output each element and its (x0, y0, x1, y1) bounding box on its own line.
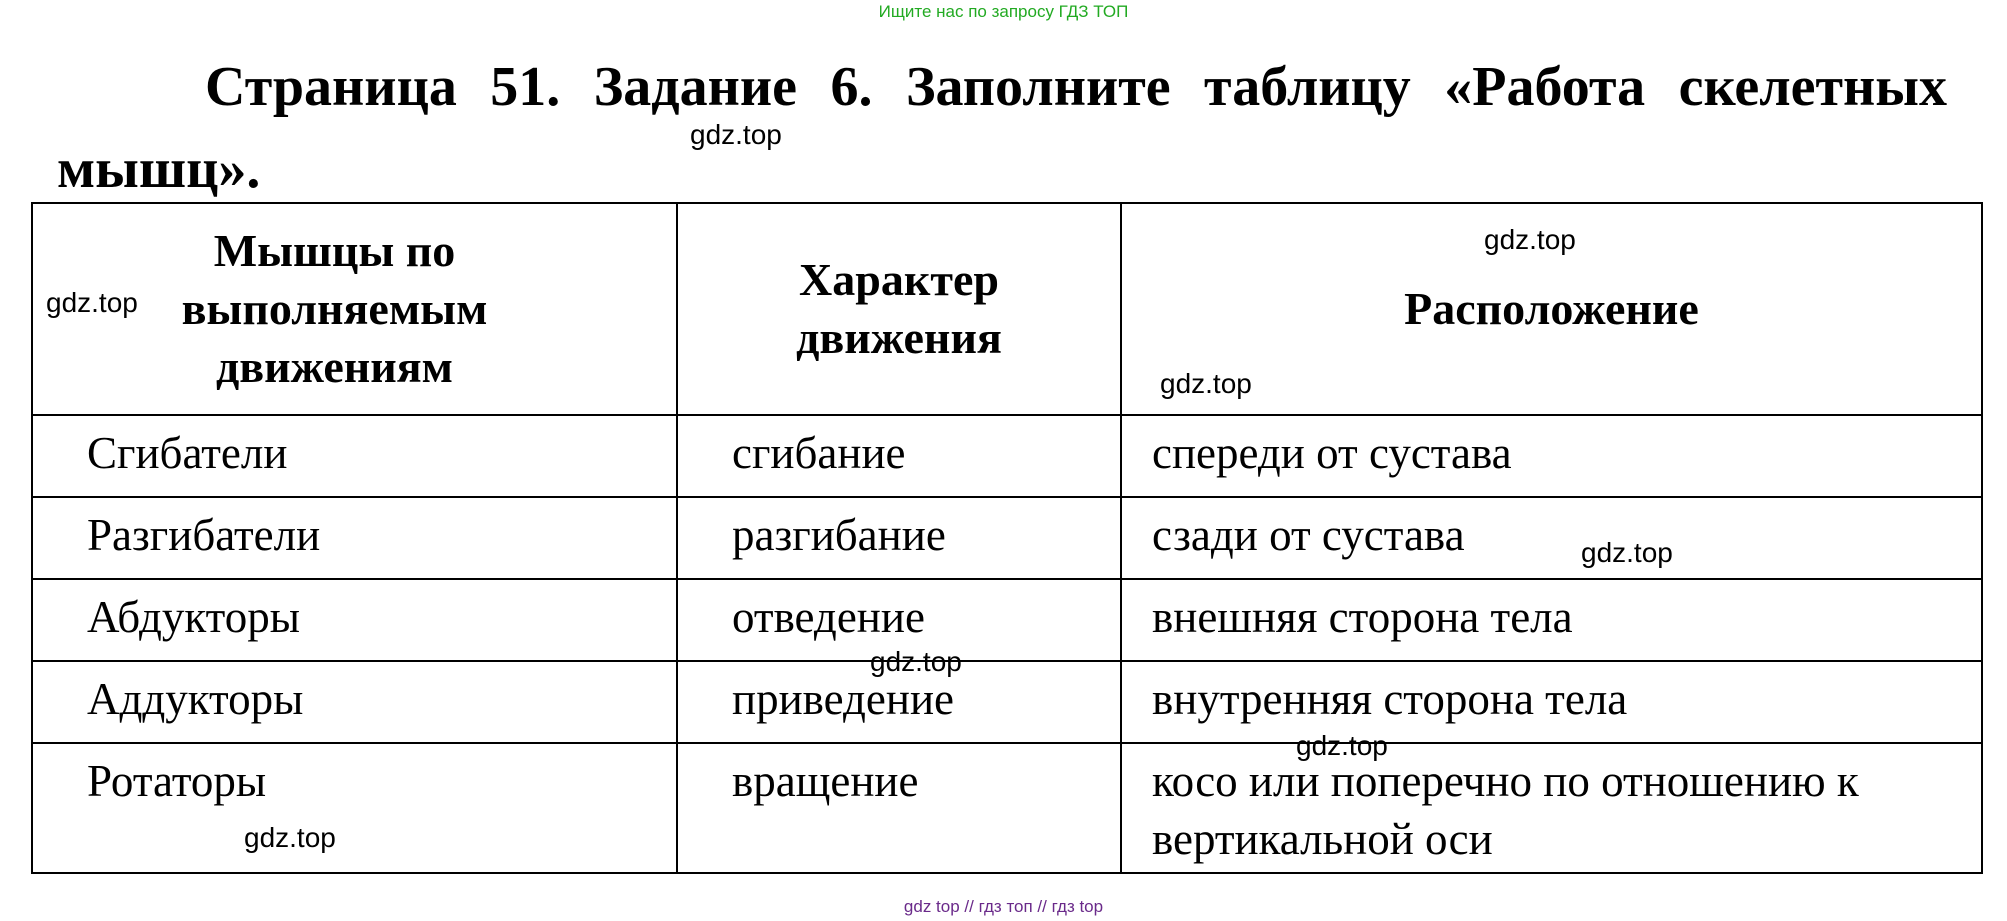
table-row (32, 579, 1982, 661)
table-row (32, 497, 1982, 579)
watermark: gdz.top (1296, 730, 1388, 761)
watermark: gdz.top (690, 119, 782, 150)
watermark: gdz.top (244, 822, 336, 853)
cell-muscle: Разгибатели (32, 497, 677, 579)
cell-muscle: Сгибатели (32, 415, 677, 497)
cell-muscle: Абдукторы (32, 579, 677, 661)
cell-movement: разгибание (677, 497, 1121, 579)
cell-muscle: Аддукторы (32, 661, 677, 743)
table-row (32, 415, 1982, 497)
header-movement: Характер движения (677, 203, 1121, 415)
watermark: gdz.top (1160, 368, 1252, 399)
page-title: Страница 51. Задание 6. Заполните таблицу «Работа скелетных мышц». (57, 56, 1947, 200)
table-header-row (32, 203, 1982, 415)
skeletal-muscles-table (31, 202, 1983, 874)
watermark: gdz.top (1484, 224, 1576, 255)
header-location: Расположение (1121, 203, 1982, 415)
cell-movement: сгибание (677, 415, 1121, 497)
watermark: gdz.top (46, 287, 138, 318)
footer-credits: gdz top // гдз топ // гдз top (903, 897, 1104, 916)
cell-movement: вращение (677, 743, 1121, 873)
cell-location: спереди от сустава (1121, 415, 1982, 497)
cell-movement: отведение (677, 579, 1121, 661)
header-muscles: Мышцы по выполняемым движениям (32, 203, 677, 415)
watermark: gdz.top (870, 646, 962, 677)
cell-location: внешняя сторона тела (1121, 579, 1982, 661)
search-banner: Ищите нас по запросу ГДЗ ТОП (878, 2, 1129, 21)
cell-location: внутренняя сторона тела (1121, 661, 1982, 743)
cell-location: косо или поперечно по отношению к вертикальной оси (1121, 743, 1982, 873)
table-row (32, 661, 1982, 743)
watermark: gdz.top (1581, 537, 1673, 568)
cell-movement: приведение (677, 661, 1121, 743)
cell-location: сзади от сустава (1121, 497, 1982, 579)
cell-muscle: Ротаторы (32, 743, 677, 873)
